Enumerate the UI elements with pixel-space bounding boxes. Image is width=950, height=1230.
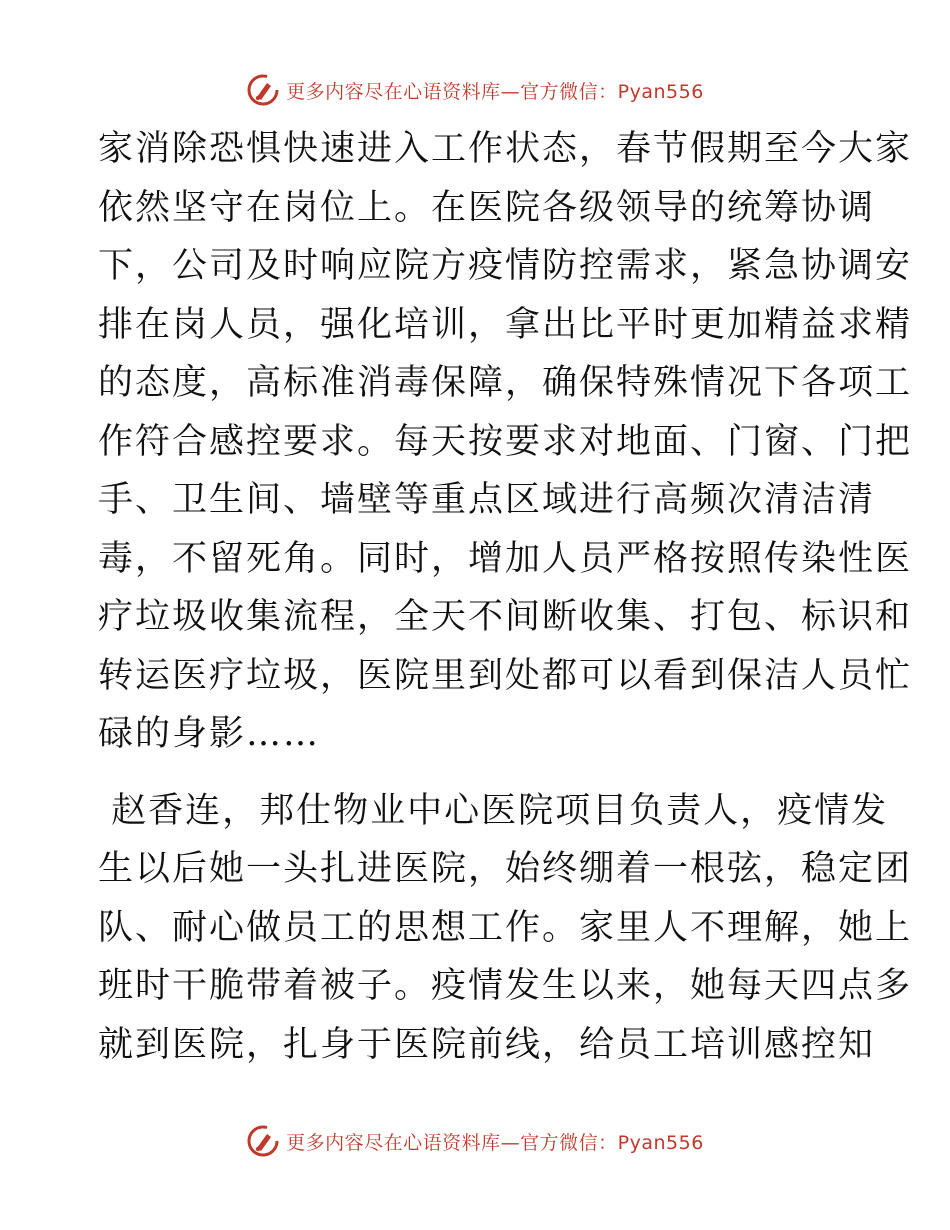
document-body — [98, 120, 913, 1074]
footer-banner-text: 更多内容尽在心语资料库—官方微信：Pyan556 — [286, 1131, 704, 1154]
text-line: 碌的身影…… — [98, 714, 321, 754]
text-line: 毒，不留死角。同时，增加人员严格按照传染性医 — [98, 538, 913, 579]
text-line: 赵香连，邦仕物业中心医院项目负责人，疫情发 — [98, 790, 889, 831]
paragraph-2 — [98, 782, 913, 1075]
pen-nib-logo-icon — [246, 73, 280, 107]
text-line: 生以后她一头扎进医院，始终绷着一根弦，稳定团 — [98, 849, 913, 889]
header-banner-text: 更多内容尽在心语资料库—官方微信：Pyan556 — [286, 80, 704, 103]
text-line: 就到医院，扎身于医院前线，给员工培训感控知 — [98, 1024, 876, 1065]
pen-nib-logo-icon — [246, 1124, 280, 1158]
footer-banner — [0, 1121, 950, 1161]
text-line: 依然坚守在岗位上。在医院各级领导的统筹协调 — [98, 187, 876, 228]
text-line: 的态度，高标准消毒保障，确保特殊情况下各项工 — [98, 363, 913, 403]
text-line: 疗垃圾收集流程，全天不间断收集、打包、标识和 — [98, 597, 913, 637]
text-line: 队、耐心做员工的思想工作。家里人不理解，她上 — [98, 907, 913, 948]
text-line: 下，公司及时响应院方疫情防控需求，紧急协调安 — [98, 246, 913, 286]
text-line: 班时干脆带着被子。疫情发生以来，她每天四点多 — [98, 966, 913, 1006]
text-line: 手、卫生间、墙壁等重点区域进行高频次清洁清 — [98, 480, 876, 520]
text-line: 排在岗人员，强化培训，拿出比平时更加精益求精 — [98, 304, 913, 345]
text-line: 转运医疗垃圾，医院里到处都可以看到保洁人员忙 — [98, 655, 913, 696]
paragraph-1 — [98, 120, 913, 764]
text-line: 作符合感控要求。每天按要求对地面、门窗、门把 — [98, 421, 913, 462]
text-line: 家消除恐惧快速进入工作状态，春节假期至今大家 — [98, 129, 913, 169]
header-banner — [0, 70, 950, 110]
